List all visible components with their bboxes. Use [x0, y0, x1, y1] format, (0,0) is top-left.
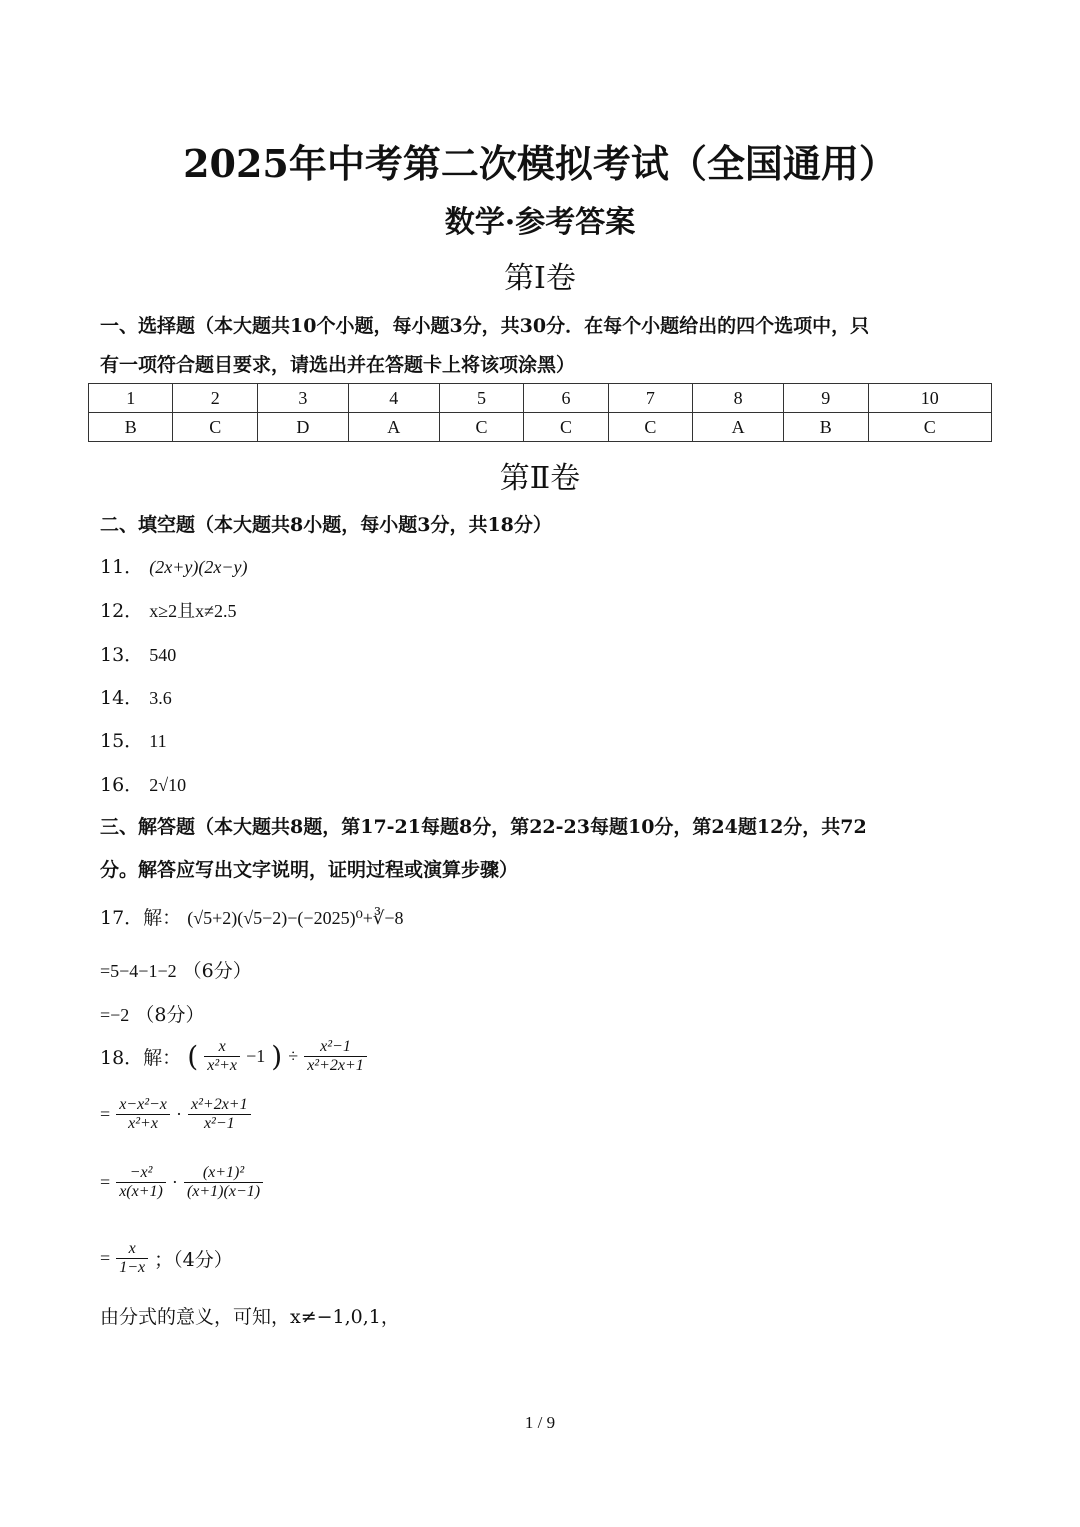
fraction — [204, 1038, 240, 1075]
q18-note: 由分式的意义，可知，x≠−1,0,1， — [100, 1306, 400, 1328]
fill-item-12 — [100, 596, 237, 623]
fill-item-13 — [100, 640, 176, 667]
table-cell: C — [608, 413, 692, 442]
q17-step1-score: （6分） — [182, 960, 252, 982]
page-subtitle: 数学·参考答案 — [444, 205, 636, 240]
fraction — [116, 1096, 170, 1133]
fraction-denominator: x(x+1) — [119, 1183, 163, 1200]
fill-item-11 — [100, 552, 247, 579]
fraction-denominator: x²+2x+1 — [307, 1057, 364, 1074]
q18-step2 — [100, 1164, 263, 1201]
answer-table-number-row — [89, 384, 992, 413]
section-1-heading-line1: 一、选择题（本大题共10个小题，每小题3分，共30分．在每个小题给出的四个选项中，只 — [100, 315, 870, 337]
fraction — [188, 1096, 251, 1133]
fraction-denominator: (x+1)(x−1) — [186, 1183, 261, 1200]
table-cell: C — [524, 413, 608, 442]
open-paren: ( — [187, 1040, 199, 1073]
table-cell: 8 — [693, 384, 784, 413]
fill-item-16 — [100, 770, 186, 797]
table-cell: 10 — [868, 384, 991, 413]
equals-sign: = — [100, 1172, 111, 1192]
item-number: 13． — [100, 644, 144, 666]
page-number: 1 / 9 — [524, 1413, 556, 1432]
q17-step1 — [100, 956, 252, 983]
q18-step1 — [100, 1096, 251, 1133]
table-cell: 7 — [608, 384, 692, 413]
multiply-dot: · — [175, 1104, 182, 1124]
fraction-numerator: −x² — [116, 1164, 166, 1183]
q17-step2 — [100, 1000, 204, 1027]
q17-step1-expr: =5−4−1−2 — [100, 961, 177, 981]
fraction-numerator: x²+2x+1 — [188, 1096, 251, 1115]
equals-sign: = — [100, 1248, 111, 1268]
q17-step2-expr: =−2 — [100, 1005, 130, 1025]
close-paren: ) — [271, 1040, 283, 1073]
table-cell: 4 — [348, 384, 439, 413]
table-cell: C — [173, 413, 257, 442]
fraction-numerator: x — [204, 1038, 240, 1057]
fraction-numerator: x²−1 — [304, 1038, 367, 1057]
fraction-numerator: x — [116, 1240, 148, 1259]
table-cell: B — [89, 413, 173, 442]
fraction-denominator: 1−x — [119, 1259, 146, 1276]
table-cell: 2 — [173, 384, 257, 413]
section-2-heading: 二、填空题（本大题共8小题，每小题3分，共18分） — [100, 514, 552, 536]
table-cell: 6 — [524, 384, 608, 413]
answer-table — [88, 383, 992, 442]
table-cell: B — [784, 413, 868, 442]
volume-2-title: 第Ⅱ卷 — [499, 461, 581, 496]
equals-sign: = — [100, 1104, 111, 1124]
q18-problem — [100, 1038, 367, 1075]
table-cell: C — [868, 413, 991, 442]
fraction — [116, 1240, 148, 1277]
table-cell: A — [693, 413, 784, 442]
section-3-heading-line2: 分。解答应写出文字说明，证明过程或演算步骤） — [100, 859, 519, 881]
section-3-heading-line1: 三、解答题（本大题共8题，第17-21每题8分，第22-23每题10分，第24题12分，共72 — [100, 816, 867, 838]
q18-label: 18．解： — [100, 1047, 182, 1069]
fraction — [184, 1164, 263, 1201]
fill-item-15 — [100, 726, 167, 753]
item-answer: x≥2且x≠2.5 — [149, 601, 237, 621]
fill-item-14 — [100, 683, 172, 710]
q18-step3-score: ；（4分） — [154, 1249, 233, 1271]
item-answer: 11 — [149, 731, 167, 751]
item-number: 12． — [100, 600, 144, 622]
q17-label: 17．解： — [100, 907, 182, 929]
fraction-numerator: x−x²−x — [116, 1096, 170, 1115]
item-number: 11． — [100, 556, 144, 578]
item-number: 14． — [100, 687, 144, 709]
fraction-denominator: x²−1 — [203, 1115, 235, 1132]
table-cell: C — [439, 413, 523, 442]
section-1-heading-line2: 有一项符合题目要求，请选出并在答题卡上将该项涂黑） — [100, 354, 576, 376]
fraction-denominator: x²+x — [207, 1057, 238, 1074]
table-cell: 3 — [257, 384, 348, 413]
fraction — [116, 1164, 166, 1201]
item-answer: (2x+y)(2x−y) — [149, 557, 248, 577]
answer-table-answer-row — [89, 413, 992, 442]
table-cell: A — [348, 413, 439, 442]
item-number: 15． — [100, 730, 144, 752]
q17-expression: (√5+2)(√5−2)−(−2025)⁰+∛−8 — [187, 908, 404, 928]
q17-problem — [100, 903, 404, 930]
minus-one: −1 — [246, 1046, 266, 1066]
table-cell: D — [257, 413, 348, 442]
q18-step3 — [100, 1240, 233, 1277]
volume-1-title: 第Ⅰ卷 — [504, 261, 576, 296]
divide-sign: ÷ — [288, 1046, 299, 1066]
item-number: 16． — [100, 774, 144, 796]
fraction-numerator: (x+1)² — [184, 1164, 263, 1183]
fraction-denominator: x²+x — [128, 1115, 158, 1132]
q17-step2-score: （8分） — [135, 1004, 205, 1026]
item-answer: 540 — [149, 645, 177, 665]
item-answer: 3.6 — [149, 688, 172, 708]
table-cell: 5 — [439, 384, 523, 413]
fraction — [304, 1038, 367, 1075]
table-cell: 1 — [89, 384, 173, 413]
table-cell: 9 — [784, 384, 868, 413]
multiply-dot: · — [171, 1172, 178, 1192]
item-answer: 2√10 — [149, 775, 187, 795]
page-title: 2025年中考第二次模拟考试（全国通用） — [183, 141, 897, 186]
